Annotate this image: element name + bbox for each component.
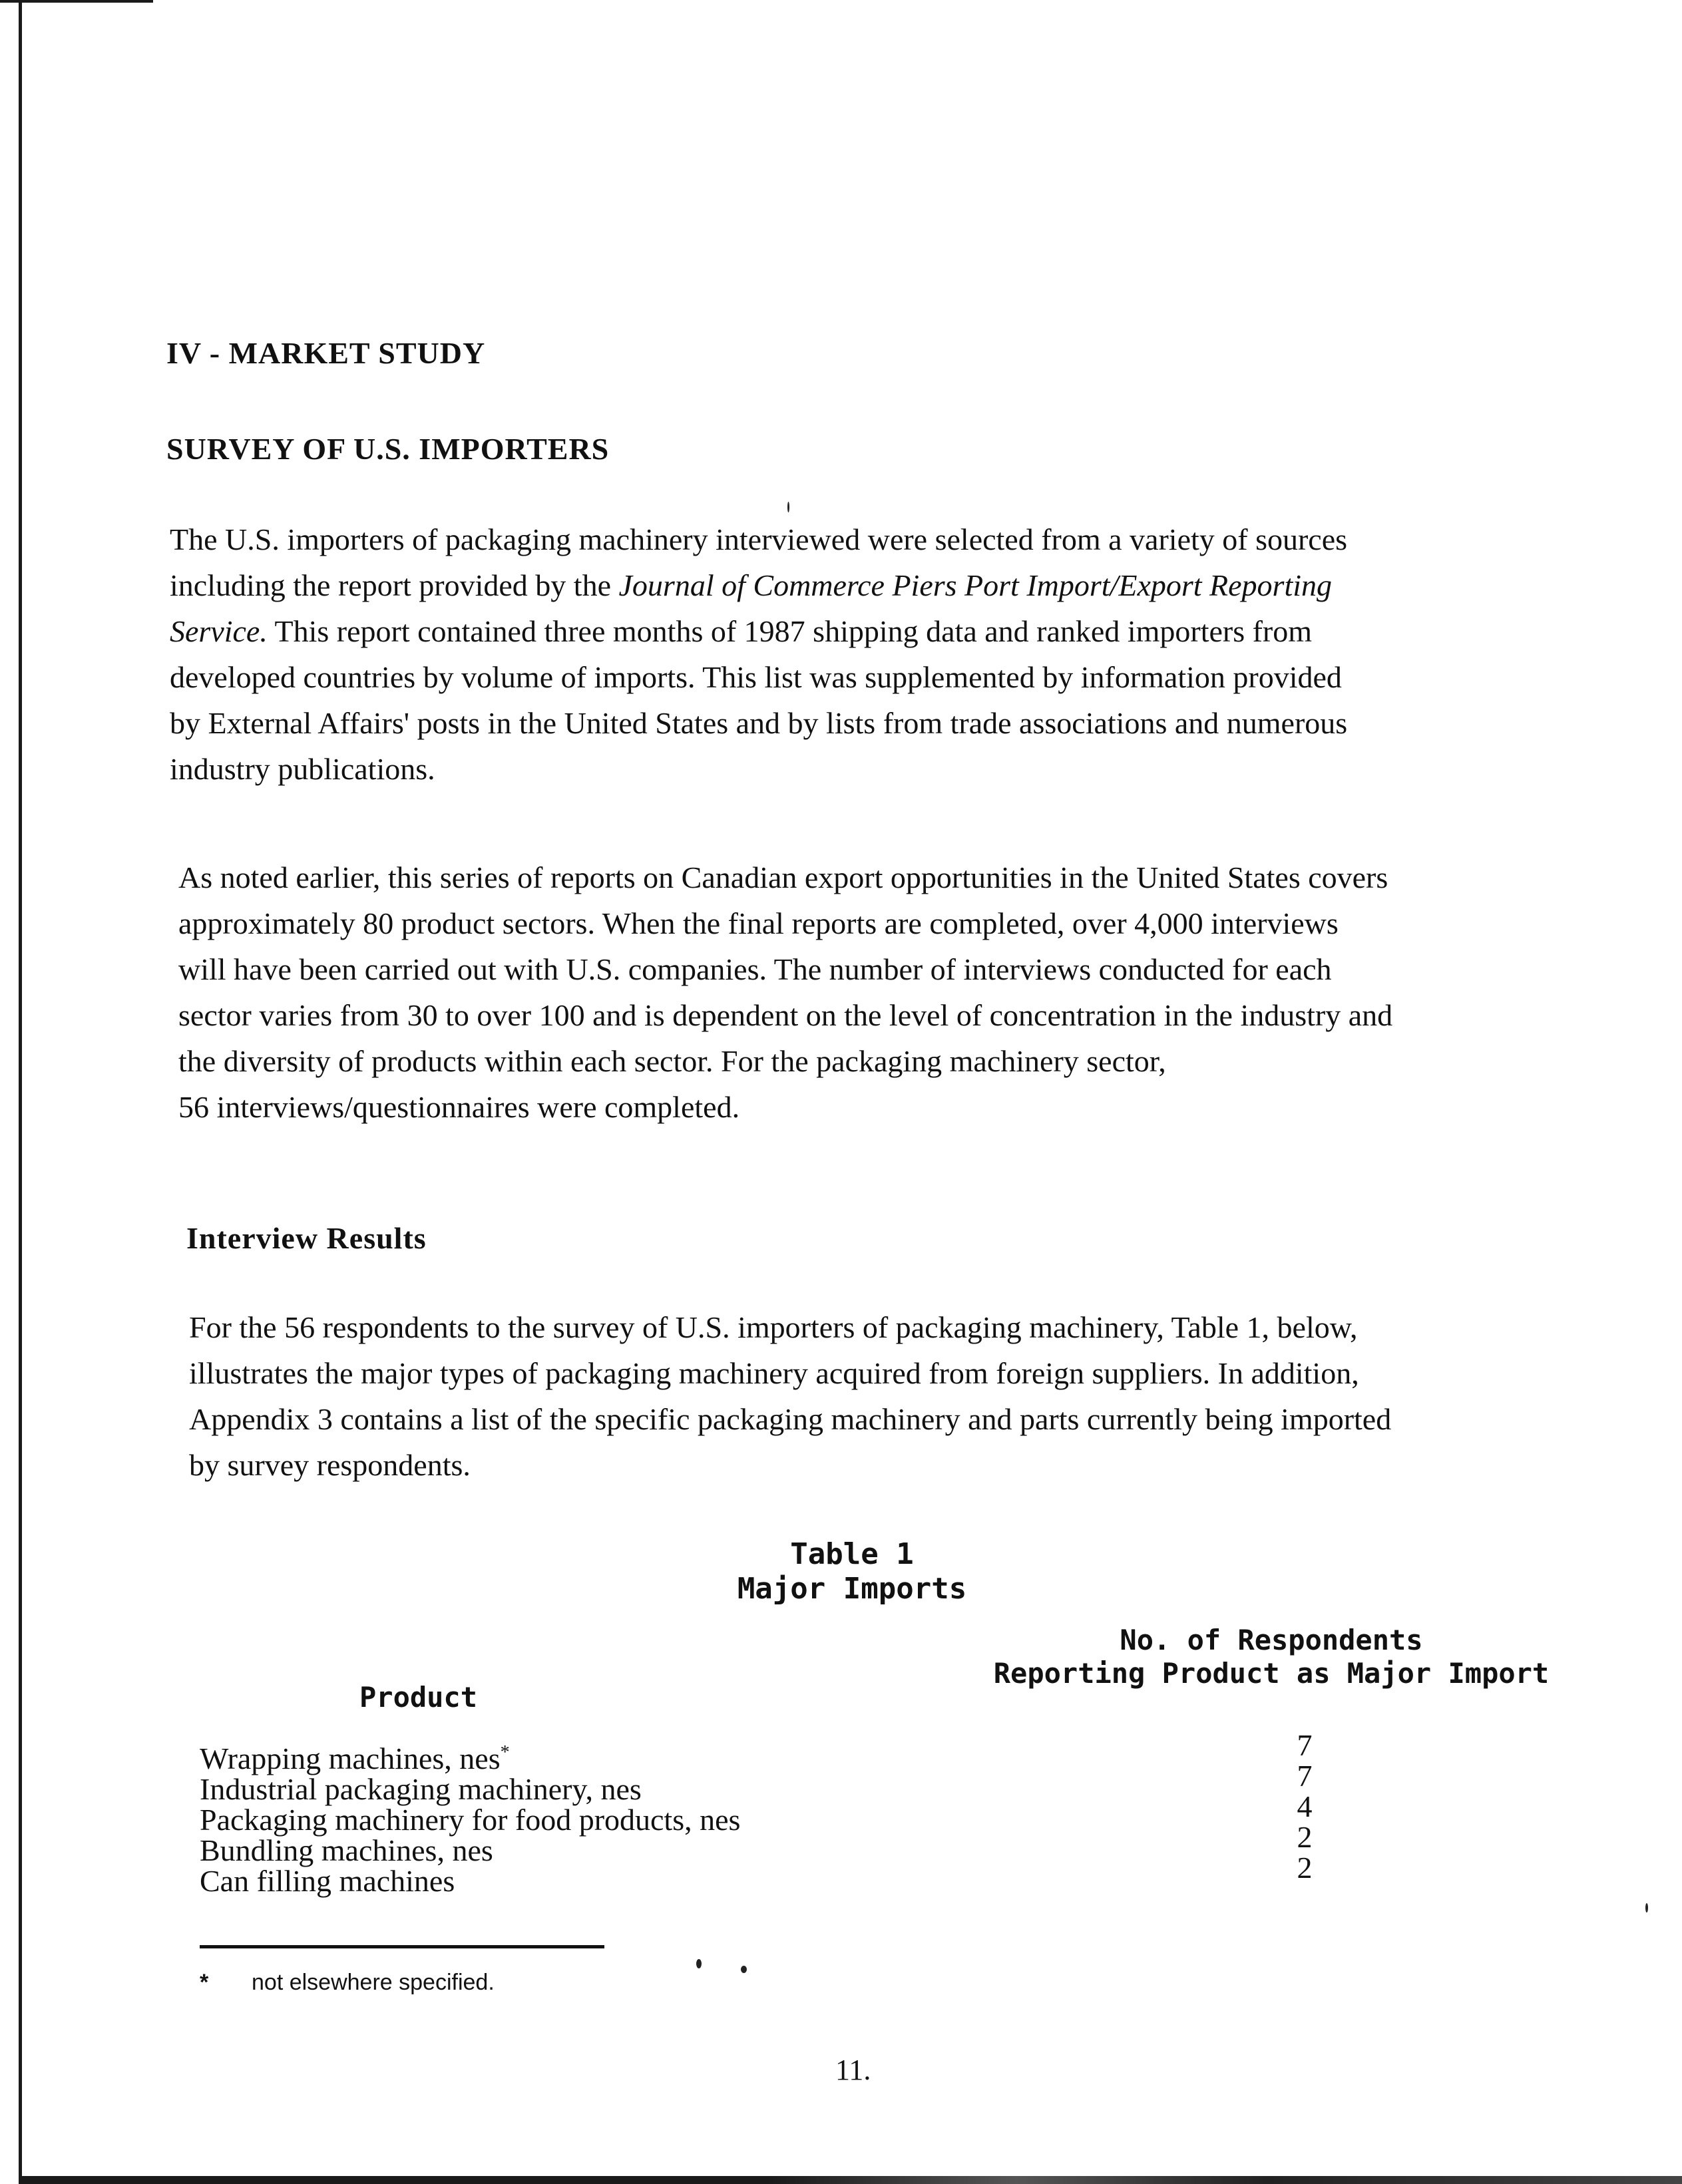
scan-speck: [741, 1966, 747, 1973]
paragraph-line: 56 interviews/questionnaires were completed.: [178, 1090, 740, 1124]
footnote: [200, 1970, 495, 1996]
paragraph-line: [170, 608, 1478, 654]
paragraph-line: approximately 80 product sectors. When the final reports are completed, over 4,000 interviews: [178, 906, 1339, 940]
paragraph-line: developed countries by volume of imports. This list was supplemented by information provided: [170, 660, 1342, 694]
paragraph-line: Appendix 3 contains a list of the specific packaging machinery and parts currently being imported: [189, 1402, 1392, 1436]
scan-speck: [1645, 1903, 1648, 1912]
table-caption: Major Imports: [737, 1572, 967, 1606]
column-header-count-line2: Reporting Product as Major Import: [993, 1657, 1550, 1690]
scan-speck: [696, 1959, 702, 1968]
table-row-count: 4: [1297, 1789, 1313, 1823]
source-title-italic: Journal of Commerce Piers Port Import/Export Reporting: [618, 568, 1333, 602]
footnote-asterisk: *: [200, 1970, 209, 1995]
paragraph-line: industry publications.: [170, 752, 435, 786]
column-header-product: Product: [359, 1681, 478, 1714]
source-title-italic: Service.: [170, 614, 268, 648]
paragraph-line: For the 56 respondents to the survey of U.S. importers of packaging machinery, Table 1, below,: [189, 1310, 1358, 1344]
table-row-product: Industrial packaging machinery, nes: [200, 1772, 642, 1806]
table-number: Table 1: [790, 1537, 914, 1571]
paragraph-text: including the report provided by the: [170, 568, 619, 602]
footnote-text: not elsewhere specified.: [252, 1970, 495, 1995]
scan-bottom-edge: [19, 2176, 1682, 2184]
survey-paragraph-1: [170, 516, 1478, 792]
product-cell: Wrapping machines, nes: [200, 1741, 501, 1775]
table-title: [666, 1537, 1038, 1606]
column-header-count-line1: No. of Respondents: [1120, 1624, 1423, 1656]
table-row-product: Bundling machines, nes: [200, 1833, 493, 1867]
footnote-marker: *: [500, 1742, 510, 1763]
table-row-count: 7: [1297, 1759, 1313, 1793]
page-number: 11.: [835, 2054, 871, 2086]
survey-paragraph-2: [178, 854, 1486, 1130]
paragraph-line: The U.S. importers of packaging machinery interviewed were selected from a variety of sources: [170, 522, 1348, 556]
section-title: IV - MARKET STUDY: [166, 336, 486, 370]
table-row-count: 2: [1297, 1851, 1313, 1885]
paragraph-text: This report contained three months of 1987 shipping data and ranked importers from: [267, 614, 1313, 648]
interview-heading: Interview Results: [186, 1221, 427, 1255]
scan-left-edge: [19, 0, 22, 2184]
product-column: [200, 1743, 740, 1897]
paragraph-line: [170, 562, 1478, 608]
scan-speck: [787, 502, 789, 512]
table-row-product: [200, 1743, 740, 1774]
paragraph-line: by External Affairs' posts in the United States and by lists from trade associations and numerous: [170, 706, 1348, 740]
interview-paragraph: [189, 1304, 1497, 1488]
paragraph-line: sector varies from 30 to over 100 and is dependent on the level of concentration in the industry and: [178, 998, 1393, 1032]
table-row-product: Packaging machinery for food products, nes: [200, 1803, 741, 1837]
paragraph-line: the diversity of products within each sector. For the packaging machinery sector,: [178, 1044, 1166, 1078]
survey-heading: SURVEY OF U.S. IMPORTERS: [166, 432, 610, 466]
footnote-divider: [200, 1945, 604, 1948]
column-header-count: [992, 1624, 1551, 1690]
table-row-count: 2: [1297, 1820, 1313, 1854]
count-column: [1265, 1730, 1345, 1883]
paragraph-line: by survey respondents.: [189, 1448, 471, 1482]
paragraph-line: As noted earlier, this series of reports on Canadian export opportunities in the United States covers: [178, 860, 1388, 894]
paragraph-line: will have been carried out with U.S. companies. The number of interviews conducted for each: [178, 952, 1332, 986]
table-row-product: Can filling machines: [200, 1864, 455, 1898]
scan-top-edge: [0, 0, 153, 3]
table-row-count: 7: [1297, 1728, 1313, 1762]
paragraph-line: illustrates the major types of packaging machinery acquired from foreign suppliers. In addition,: [189, 1356, 1359, 1390]
